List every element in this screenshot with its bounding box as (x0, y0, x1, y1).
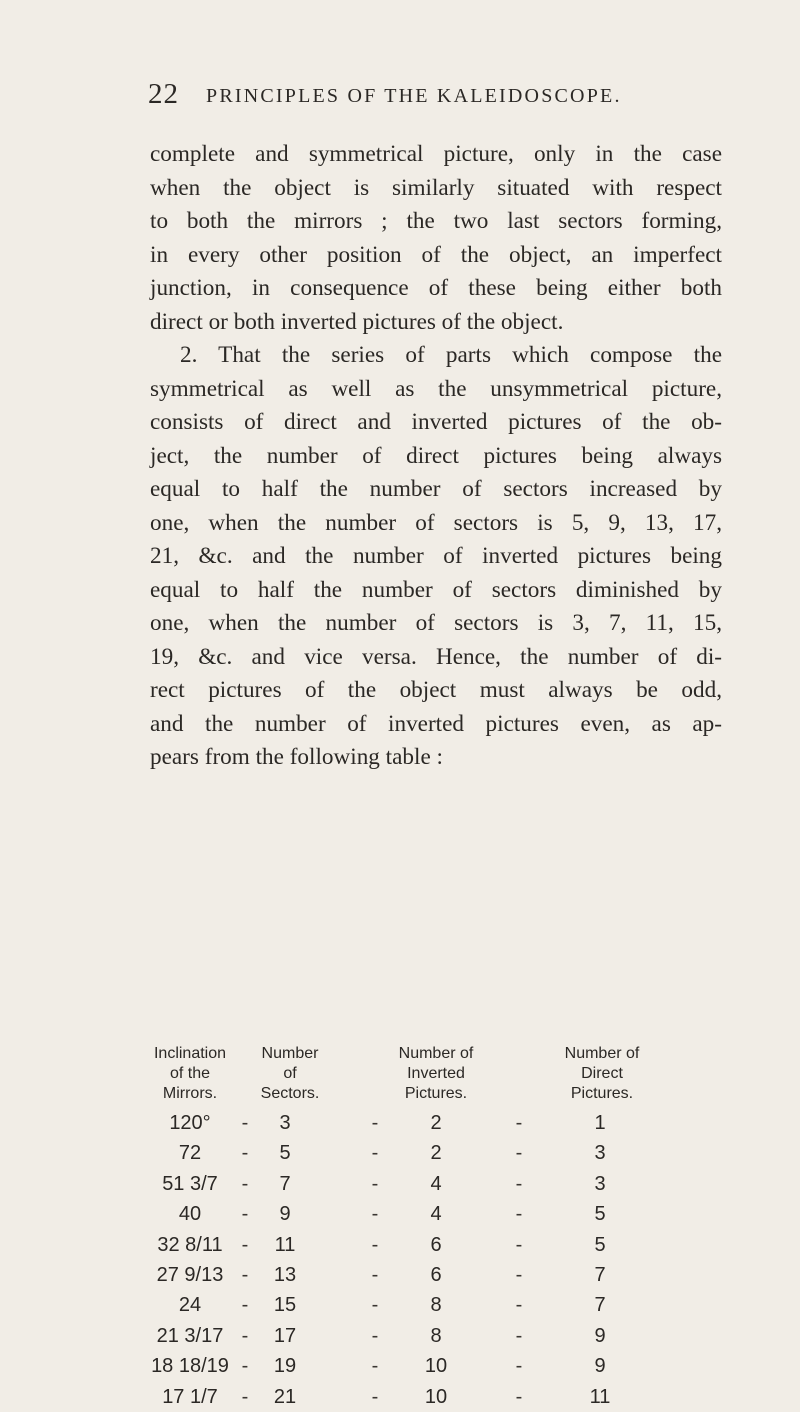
separator-dash: - (515, 1203, 523, 1226)
table-row (0, 1382, 800, 1412)
running-title: PRINCIPLES OF THE KALEIDOSCOPE. (206, 85, 622, 107)
sectors-cell: 5 (279, 1142, 291, 1165)
inverted-cell: 2 (430, 1112, 442, 1134)
inclination-cell: 18 18/19 (151, 1355, 229, 1378)
text-line: 21, &c. and the number of inverted pictures being (150, 543, 722, 569)
inclination-cell: 32 8/11 (157, 1233, 223, 1256)
sectors-cell: 9 (279, 1203, 291, 1226)
text-line: complete and symmetrical picture, only in the case (150, 141, 722, 167)
text-line: and the number of inverted pictures even, as ap- (150, 710, 722, 737)
column-header-line: Number (261, 1045, 319, 1062)
direct-cell: 3 (594, 1142, 606, 1165)
separator-dash: - (241, 1142, 249, 1165)
separator-dash: - (515, 1385, 523, 1408)
inclination-cell: 27 9/13 (156, 1263, 224, 1286)
column-header-line: Direct (581, 1065, 623, 1082)
table-row (0, 1138, 800, 1168)
text-line: equal to half the number of sectors increased by (150, 476, 722, 502)
sectors-cell: 3 (279, 1112, 291, 1134)
inverted-cell: 10 (424, 1385, 448, 1408)
sectors-cell: 15 (273, 1294, 297, 1317)
separator-dash: - (515, 1324, 523, 1347)
direct-cell: 3 (594, 1172, 606, 1195)
inverted-cell: 2 (430, 1142, 442, 1165)
table-row (0, 1260, 800, 1290)
inverted-cell: 8 (430, 1294, 442, 1317)
separator-dash: - (515, 1112, 523, 1134)
separator-dash: - (241, 1172, 249, 1195)
separator-dash: - (241, 1385, 249, 1408)
separator-dash: - (371, 1172, 379, 1195)
column-header-line: of the (169, 1065, 211, 1082)
direct-cell: 11 (589, 1385, 611, 1408)
separator-dash: - (241, 1294, 249, 1317)
column-header-inclination (130, 1044, 250, 1104)
inclination-cell: 40 (178, 1203, 202, 1226)
sectors-cell: 17 (273, 1324, 297, 1347)
direct-cell: 7 (594, 1263, 606, 1286)
column-header-sectors (238, 1044, 342, 1104)
separator-dash: - (515, 1233, 523, 1256)
sectors-cell: 7 (279, 1172, 291, 1195)
direct-cell: 9 (594, 1324, 606, 1347)
text-line: ject, the number of direct pictures being always (150, 442, 722, 469)
separator-dash: - (241, 1324, 249, 1347)
column-header-line: Inverted (407, 1065, 465, 1082)
inclination-cell: 24 (178, 1294, 202, 1317)
table-row (0, 1230, 800, 1260)
column-header-direct (544, 1044, 660, 1104)
inclination-cell: 51 3/7 (162, 1172, 218, 1195)
sectors-cell: 19 (273, 1355, 297, 1378)
direct-cell: 7 (594, 1294, 606, 1317)
separator-dash: - (371, 1355, 379, 1378)
separator-dash: - (371, 1233, 379, 1256)
text-line: one, when the number of sectors is 5, 9, 13, 17, (150, 509, 722, 536)
separator-dash: - (371, 1385, 379, 1408)
direct-cell: 9 (594, 1355, 606, 1378)
direct-cell: 5 (594, 1203, 606, 1226)
text-line: direct or both inverted pictures of the object. (150, 308, 564, 335)
inverted-cell: 10 (424, 1355, 448, 1378)
separator-dash: - (371, 1203, 379, 1226)
column-header-line: Number of (398, 1045, 474, 1062)
text-line: junction, in consequence of these being either both (150, 275, 722, 301)
column-header-line: Pictures. (570, 1085, 634, 1102)
inclination-cell: 21 3/17 (156, 1324, 224, 1347)
direct-cell: 5 (594, 1233, 606, 1256)
page-header (148, 78, 708, 118)
column-header-line: Mirrors. (162, 1085, 218, 1102)
column-header-line: Number of (564, 1045, 640, 1062)
separator-dash: - (515, 1294, 523, 1317)
text-line: rect pictures of the object must always be odd, (150, 677, 722, 703)
separator-dash: - (241, 1263, 249, 1286)
separator-dash: - (241, 1233, 249, 1256)
text-line: consists of direct and inverted pictures of the ob- (150, 409, 722, 435)
body-text (150, 138, 722, 775)
inclination-cell: 72 (178, 1142, 202, 1165)
separator-dash: - (515, 1355, 523, 1378)
text-line: in every other position of the object, an imperfect (150, 241, 722, 268)
separator-dash: - (515, 1142, 523, 1165)
text-line: equal to half the number of sectors diminished by (150, 576, 722, 603)
text-line: 2. That the series of parts which compose the (180, 342, 722, 368)
direct-cell: 1 (594, 1112, 606, 1134)
table-row (0, 1321, 800, 1351)
sectors-cell: 21 (273, 1385, 297, 1408)
column-header-line: Inclination (153, 1045, 227, 1062)
column-header-line: Pictures. (404, 1085, 468, 1102)
text-line: 19, &c. and vice versa. Hence, the number of di- (150, 643, 722, 670)
separator-dash: - (371, 1263, 379, 1286)
separator-dash: - (371, 1112, 379, 1134)
table-row (0, 1199, 800, 1229)
column-header-line: Sectors. (260, 1085, 320, 1102)
inclination-cell: 120° (169, 1112, 211, 1134)
sectors-cell: 13 (273, 1263, 297, 1286)
text-line: to both the mirrors ; the two last sectors forming, (150, 208, 722, 234)
separator-dash: - (241, 1355, 249, 1378)
separator-dash: - (371, 1142, 379, 1165)
separator-dash: - (241, 1203, 249, 1226)
text-line: pears from the following table : (150, 744, 443, 770)
column-header-line: of (283, 1065, 297, 1082)
separator-dash: - (241, 1112, 249, 1134)
inverted-cell: 8 (430, 1324, 442, 1347)
inverted-cell: 6 (430, 1263, 442, 1286)
column-header-inverted (380, 1044, 492, 1104)
text-line: one, when the number of sectors is 3, 7, 11, 15, (150, 610, 722, 636)
separator-dash: - (371, 1294, 379, 1317)
inverted-cell: 4 (430, 1172, 442, 1195)
page-number: 22 (148, 78, 179, 110)
separator-dash: - (515, 1172, 523, 1195)
inverted-cell: 6 (430, 1233, 442, 1256)
text-line: symmetrical as well as the unsymmetrical picture, (150, 375, 722, 402)
inverted-cell: 4 (430, 1203, 442, 1226)
separator-dash: - (515, 1263, 523, 1286)
table-row (0, 1169, 800, 1199)
text-line: when the object is similarly situated with respect (150, 174, 722, 201)
separator-dash: - (371, 1324, 379, 1347)
table-row (0, 1108, 800, 1138)
table-row (0, 1351, 800, 1381)
sectors-cell: 11 (274, 1233, 296, 1256)
table-row (0, 1290, 800, 1320)
table-body (0, 1108, 800, 1412)
inclination-cell: 17 1/7 (162, 1385, 218, 1408)
